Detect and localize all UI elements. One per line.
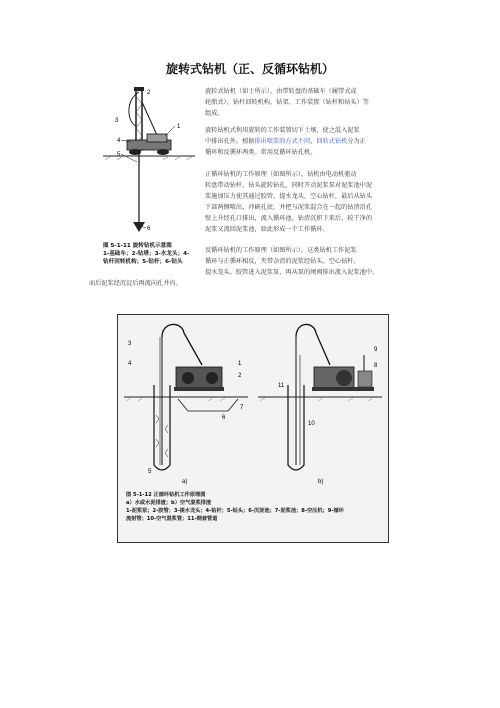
fig1-label-1: 1 xyxy=(177,124,181,130)
text-line: 转盘带动钻杆、钻头旋转钻孔，同时开动泥浆泵对泥浆池中泥 xyxy=(205,182,373,189)
fig2-label-10: 10 xyxy=(308,421,315,427)
paragraph-principle xyxy=(205,125,405,158)
figure2-caption-line: 流射管；10-空气混浆管；11-钢套管道 xyxy=(126,516,218,522)
fig1-label-3: 3 xyxy=(115,118,119,124)
fig2-label-1: 1 xyxy=(238,361,242,367)
circulation-illustration xyxy=(118,315,388,485)
fig2-label-4: 4 xyxy=(128,361,132,367)
figure2-caption xyxy=(126,491,380,523)
text-line: 而后泥浆经沉淀后再流向孔井内。 xyxy=(89,280,182,287)
text-line: 浆施加压力使其通过胶管，提水龙头，空心钻杆，最后从钻头 xyxy=(205,193,373,200)
text-line xyxy=(205,136,405,147)
text-line: 下部两侧喷出，冲刷孔底，并把与泥浆混合在一起的钻渣沿孔 xyxy=(205,204,373,211)
rotary-drill-illustration xyxy=(103,82,195,242)
fig1-label-5: 5 xyxy=(117,152,121,158)
page-title: 旋转式钻机（正、反循环钻机） xyxy=(165,62,334,76)
highlight-link[interactable]: 回转式钻机 xyxy=(316,138,348,145)
paragraph-forward-circulation xyxy=(205,169,405,235)
fig2-label-3: 3 xyxy=(128,341,132,347)
figure1-caption-line: 1-基础车；2-钻塔；3-水龙头；4- xyxy=(103,251,190,257)
figure1-caption xyxy=(103,242,195,266)
fig1-label-4: 4 xyxy=(117,138,121,144)
paragraph-reverse-circulation xyxy=(205,245,405,278)
text-segment: ， xyxy=(310,138,317,145)
fig2-label-7: 7 xyxy=(240,405,244,411)
text-segment: 中排出孔外。根据 xyxy=(205,138,255,145)
fig2-label-8: 8 xyxy=(374,363,378,369)
text-line: 旋转式钻机（如士所示），由带转盘的基础车（履带式或 xyxy=(205,88,357,95)
text-line: 正循环钻机的工作原理（如图所示）。钻机由电动机驱动 xyxy=(205,171,357,178)
figure2-caption-line: 图 5-1-12 正循环钻机工作原理图 xyxy=(126,492,206,498)
fig2-label-9: 9 xyxy=(374,347,378,353)
text-line: 轮胎式）、钻杆回转机构、钻架、工作装置（钻杆和钻头）等 xyxy=(205,99,369,106)
fig1-label-2: 2 xyxy=(147,90,151,96)
fig1-label-6: 6 xyxy=(147,226,151,232)
subfigure-a-label: a) xyxy=(182,479,188,485)
fig2-label-5: 5 xyxy=(148,469,152,475)
text-line: 旋转钻机式利用旋转的工作装置切下土壤，使之混入泥浆 xyxy=(205,127,360,134)
text-line: 组成。 xyxy=(205,110,224,117)
text-segment: 分为正 xyxy=(347,138,366,145)
figure-circulation-diagram xyxy=(117,314,389,543)
figure2-caption-line: a）水或水泥排渣；b）空气混浆排渣 xyxy=(126,500,212,506)
text-line: 反循环钻机的工作原理（如图所示），这类钻机工作泥浆 xyxy=(205,247,357,254)
figure1-caption-line: 图 5-1-11 旋转钻机示意图 xyxy=(103,243,172,249)
text-line: 泥浆又流回泥浆池，如此形成一个工作循环。 xyxy=(205,226,329,233)
figure-rotary-drill xyxy=(103,82,195,282)
text-line: 提水笼头、胶管进入泥浆泵，再从泵的闸阀排出流入泥浆池中， xyxy=(205,269,379,276)
fig2-label-6: 6 xyxy=(222,415,226,421)
highlight-link[interactable]: 排出喷浆的方式不同 xyxy=(254,138,311,145)
text-line: 壁上升经孔口排出，流入循环池。钻渣沉积下来后，较干净的 xyxy=(205,215,373,222)
figure2-caption-line: 1-泥浆泵；2-胶管；3-提水龙头；4-钻杆；5-钻头；6-沉淀池；7-泥浆池；8-空压机；9-循环 xyxy=(126,508,344,514)
figure1-caption-line: 钻杆回转机构；5-钻杆；6-钻头 xyxy=(103,259,183,265)
text-line: 循环和反循环两类。常用反循环钻孔机。 xyxy=(205,149,317,156)
text-line: 循环与正循环相反，夹带杂渣的泥浆经钻头、空心钻杆、 xyxy=(205,258,360,265)
subfigure-b-label: b) xyxy=(318,479,324,485)
paragraph-closing xyxy=(89,278,409,289)
fig2-label-2: 2 xyxy=(238,373,242,379)
fig2-label-11: 11 xyxy=(278,383,285,389)
paragraph-intro xyxy=(205,86,405,119)
